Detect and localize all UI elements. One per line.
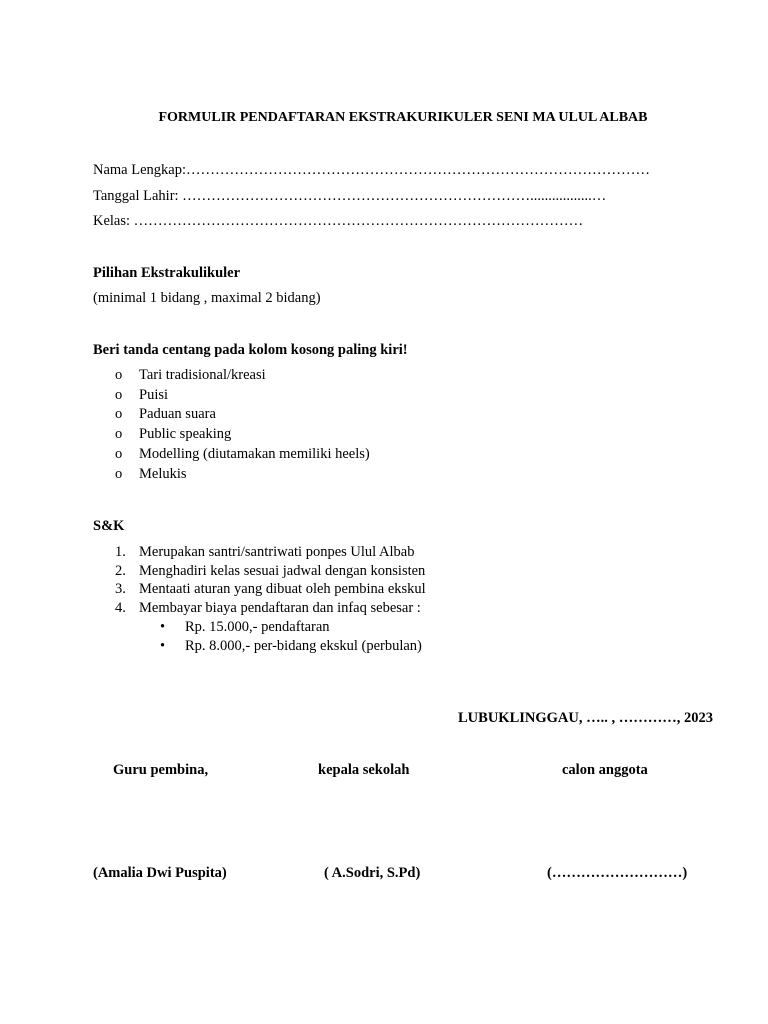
option-label: Puisi (139, 387, 169, 403)
bullet-icon: • (160, 638, 166, 654)
field-kelas: Kelas: ………………………………………………………………………………… (93, 213, 584, 229)
option-marker[interactable]: o (115, 466, 123, 482)
option-label: Tari tradisional/kreasi (139, 367, 266, 383)
field-nama-lengkap: Nama Lengkap:…………………………………………………………………………………… (93, 162, 651, 178)
term-number: 2. (115, 563, 126, 579)
choice-heading: Pilihan Ekstrakulikuler (93, 265, 241, 281)
field-tanggal-lahir: Tanggal Lahir: ……………………………………………………………….................… (93, 188, 607, 204)
name-calon-anggota: (………………………) (547, 865, 688, 881)
role-kepala-sekolah: kepala sekolah (318, 762, 410, 778)
term-text: Menghadiri kelas sesuai jadwal dengan konsisten (139, 563, 426, 579)
bullet-icon: • (160, 619, 166, 635)
option-label: Modelling (diutamakan memiliki heels) (139, 446, 370, 462)
term-number: 3. (115, 581, 126, 597)
terms-heading: S&K (93, 518, 125, 534)
option-label: Public speaking (139, 426, 232, 442)
term-number: 1. (115, 544, 126, 560)
name-kepala-sekolah: ( A.Sodri, S.Pd) (324, 865, 421, 881)
fee-item: Rp. 8.000,- per-bidang ekskul (perbulan) (185, 638, 422, 654)
option-label: Melukis (139, 466, 187, 482)
name-guru-pembina: (Amalia Dwi Puspita) (93, 865, 227, 881)
option-marker[interactable]: o (115, 446, 123, 462)
choice-note: (minimal 1 bidang , maximal 2 bidang) (93, 290, 321, 306)
role-calon-anggota: calon anggota (562, 762, 648, 778)
option-marker[interactable]: o (115, 367, 123, 383)
place-date: LUBUKLINGGAU, ….. , …………, 2023 (458, 710, 713, 726)
term-number: 4. (115, 600, 126, 616)
role-guru-pembina: Guru pembina, (113, 762, 209, 778)
fee-item: Rp. 15.000,- pendaftaran (185, 619, 330, 635)
term-text: Merupakan santri/santriwati ponpes Ulul Albab (139, 544, 415, 560)
instruction: Beri tanda centang pada kolom kosong paling kiri! (93, 342, 408, 358)
form-title: FORMULIR PENDAFTARAN EKSTRAKURIKULER SENI MA ULUL ALBAB (158, 110, 648, 125)
option-marker[interactable]: o (115, 426, 123, 442)
option-label: Paduan suara (139, 406, 216, 422)
option-marker[interactable]: o (115, 387, 123, 403)
term-text: Membayar biaya pendaftaran dan infaq sebesar : (139, 600, 421, 616)
term-text: Mentaati aturan yang dibuat oleh pembina ekskul (139, 581, 426, 597)
option-marker[interactable]: o (115, 406, 123, 422)
